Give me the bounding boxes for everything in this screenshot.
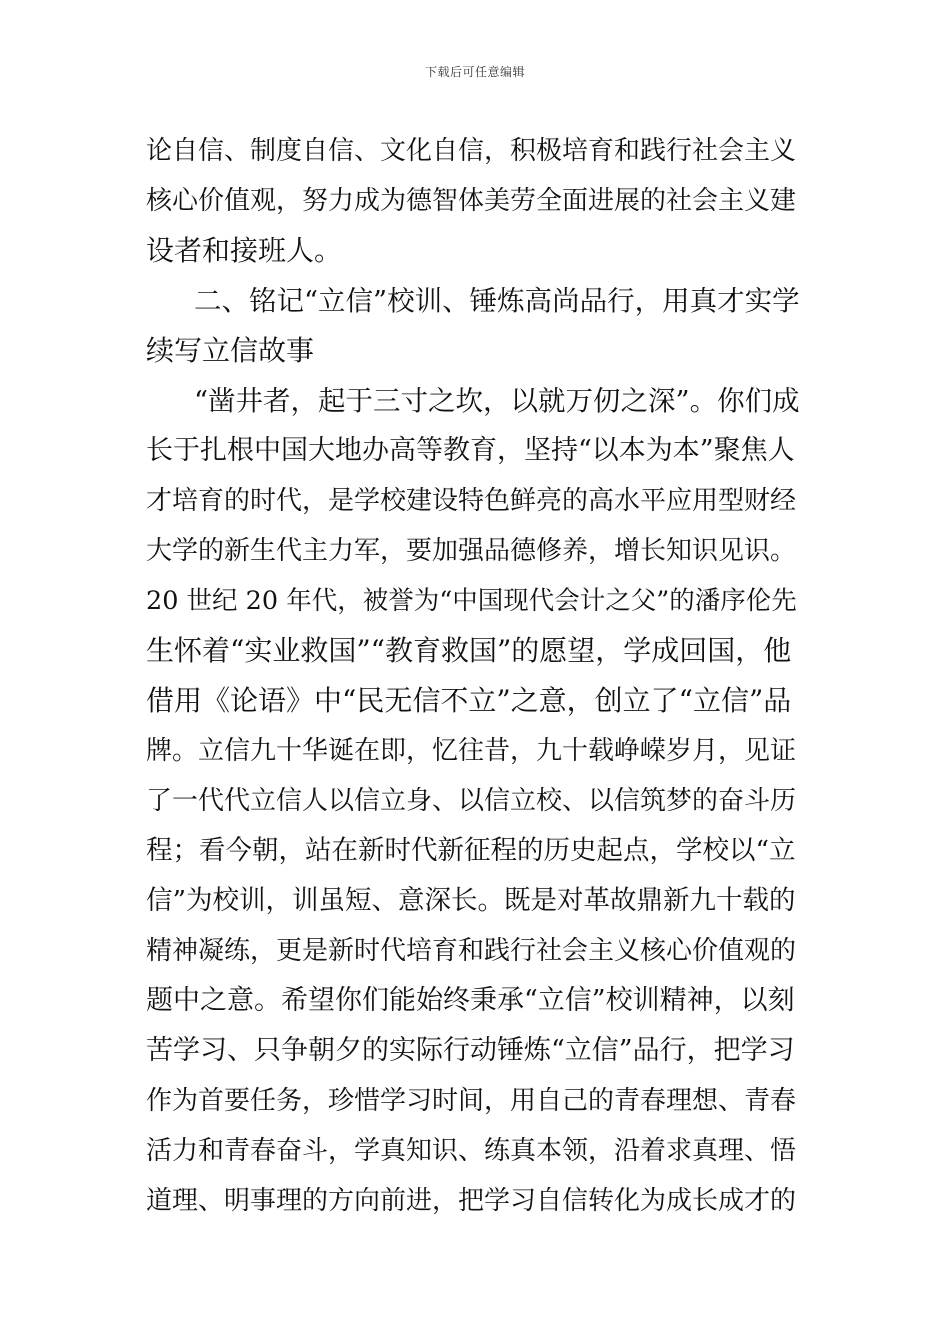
body-text-line: 借用《论语》中“民无信不立”之意，创立了“立信”品 bbox=[146, 684, 792, 717]
body-text-line: 作为首要任务，珍惜学习时间，用自己的青春理想、青春 bbox=[146, 1086, 797, 1116]
body-text-line: 大学的新生代主力军，要加强品德修养，增长知识见识。 bbox=[146, 536, 797, 566]
section-heading-line: 续写立信故事 bbox=[146, 334, 315, 367]
body-text-line: 牌。立信九十华诞在即，忆往昔，九十载峥嵘岁月，见证 bbox=[146, 736, 797, 766]
page-header-note: 下载后可任意编辑 bbox=[424, 65, 525, 79]
body-text-line: 才培育的时代，是学校建设特色鲜亮的高水平应用型财经 bbox=[146, 486, 797, 516]
body-text-line: 论自信、制度自信、文化自信，积极培育和践行社会主义 bbox=[146, 136, 797, 166]
body-text-line: 活力和青春奋斗，学真知识、练真本领，沿着求真理、悟 bbox=[146, 1136, 797, 1166]
body-text-line: 设者和接班人。 bbox=[146, 234, 343, 267]
body-text-line: 题中之意。希望你们能始终秉承“立信”校训精神，以刻 bbox=[146, 985, 795, 1016]
body-text-line: 长于扎根中国大地办高等教育，坚持“以本为本”聚焦人 bbox=[146, 435, 795, 466]
body-text-line: 精神凝练，更是新时代培育和践行社会主义核心价值观的 bbox=[146, 936, 797, 966]
body-text-line: “凿井者，起于三寸之坎，以就万仞之深”。你们成 bbox=[194, 385, 800, 417]
body-text-line: 程；看今朝，站在新时代新征程的历史起点，学校以“立 bbox=[146, 835, 796, 866]
body-text-line: 核心价值观，努力成为德智体美劳全面进展的社会主义建 bbox=[146, 186, 797, 216]
body-text-line: 道理、明事理的方向前进，把学习自信转化为成长成才的 bbox=[146, 1186, 797, 1216]
body-text-line: 生怀着“实业救国”“教育救国”的愿望，学成回国，他 bbox=[146, 634, 792, 667]
body-text-line: 了一代代立信人以信立身、以信立校、以信筑梦的奋斗历 bbox=[146, 786, 797, 816]
section-heading-line: 二、铭记“立信”校训、锤炼高尚品行，用真才实学 bbox=[194, 285, 800, 317]
body-text-line: 信”为校训，训虽短、意深长。既是对革故鼎新九十载的 bbox=[146, 885, 796, 916]
body-text-line: 20 世纪 20 年代，被誉为“中国现代会计之父”的潘序伦先 bbox=[146, 586, 797, 616]
body-text-line: 苦学习、只争朝夕的实际行动锤炼“立信”品行，把学习 bbox=[146, 1035, 795, 1066]
